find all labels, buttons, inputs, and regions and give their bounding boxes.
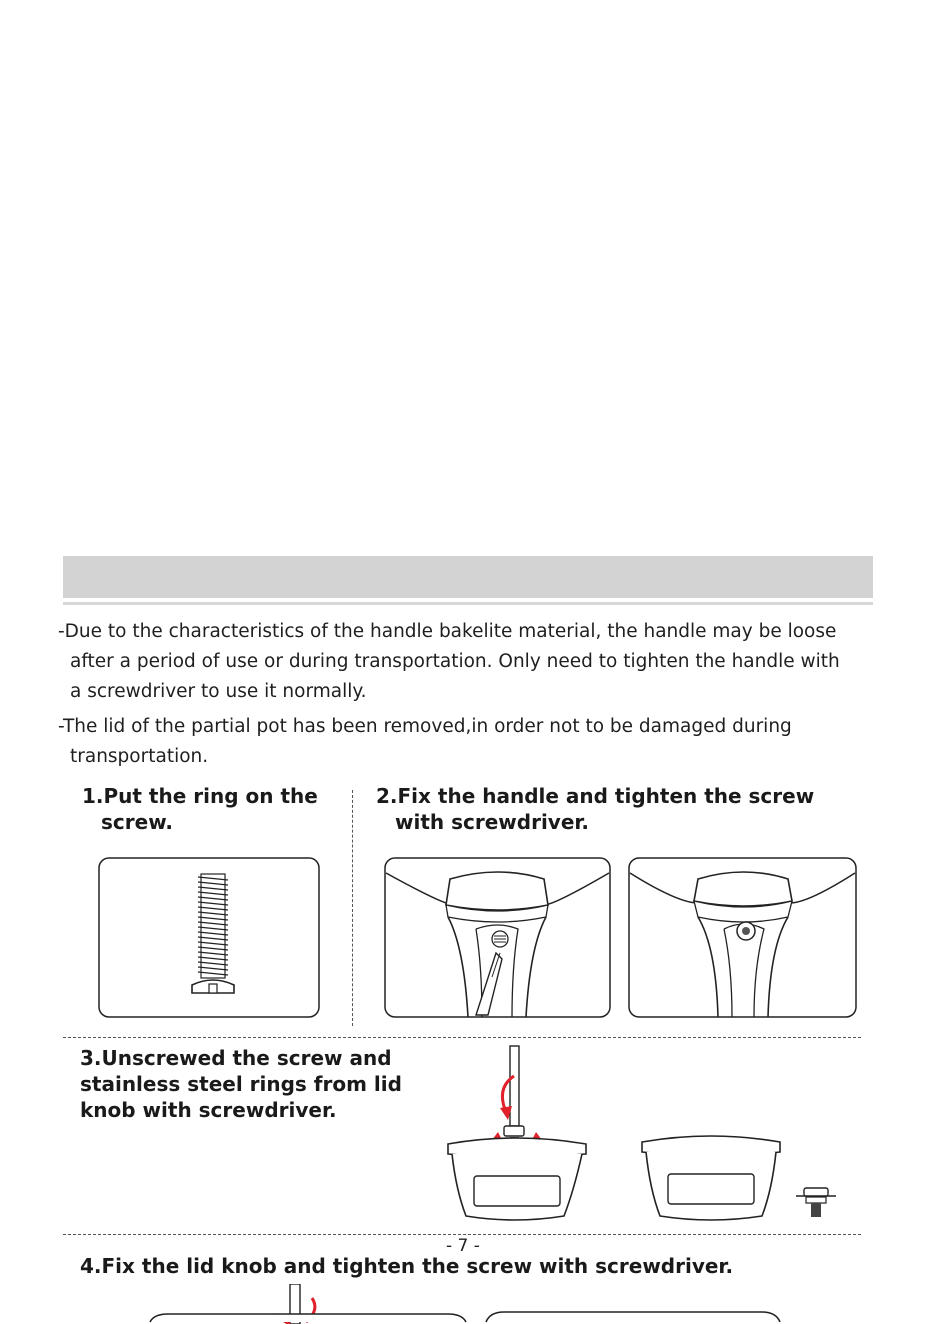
section-header-rule — [63, 602, 873, 605]
screwdriver-icon — [510, 1046, 519, 1126]
lid-fix-illustration — [148, 1284, 468, 1324]
step-title-line: 3.Unscrewed the screw and — [80, 1046, 392, 1070]
step-title-line: stainless steel rings from lid — [80, 1072, 402, 1096]
paragraph-line: -The lid of the partial pot has been removed,in order not to be damaged during — [58, 716, 792, 737]
pot-no-knob-illustration — [636, 1130, 786, 1224]
step-title-line: knob with screwdriver. — [80, 1098, 337, 1122]
step3-title — [80, 1045, 402, 1123]
step-title-line: 1.Put the ring on the — [82, 784, 318, 808]
paragraph-lid-removed — [58, 712, 878, 772]
step-title-line: 2.Fix the handle and tighten the screw — [376, 784, 815, 808]
screw-illustration — [98, 857, 320, 1018]
step-title-line: screw. — [101, 810, 173, 834]
paragraph-handle-loose — [58, 617, 878, 707]
handle-screwdriver-illustration — [384, 857, 611, 1018]
step-divider-vertical — [352, 790, 353, 1026]
pot-unscrew-illustration — [440, 1040, 600, 1224]
screw-head-icon — [737, 922, 755, 940]
paragraph-line: -Due to the characteristics of the handle bakelite material, the handle may be loose — [58, 621, 837, 642]
removed-knob-illustration — [794, 1184, 838, 1220]
step-divider-horizontal — [63, 1037, 861, 1038]
step-divider-horizontal — [63, 1234, 861, 1235]
paragraph-line: a screwdriver to use it normally. — [70, 681, 367, 702]
step-title-line: with screwdriver. — [395, 810, 590, 834]
section-header-bar — [63, 556, 873, 598]
page-number: - 7 - — [446, 1236, 480, 1256]
lid-fixed-illustration — [484, 1300, 782, 1324]
handle-tightened-illustration — [628, 857, 857, 1018]
lid-knob-icon — [796, 1188, 836, 1217]
step2-title — [376, 783, 814, 835]
paragraph-line: after a period of use or during transportation. Only need to tighten the handle with — [70, 651, 840, 672]
step1-title — [82, 783, 318, 835]
paragraph-line: transportation. — [70, 746, 209, 767]
step-title-line: 4.Fix the lid knob and tighten the screw with screwdriver. — [80, 1254, 734, 1278]
step4-title — [80, 1253, 733, 1279]
